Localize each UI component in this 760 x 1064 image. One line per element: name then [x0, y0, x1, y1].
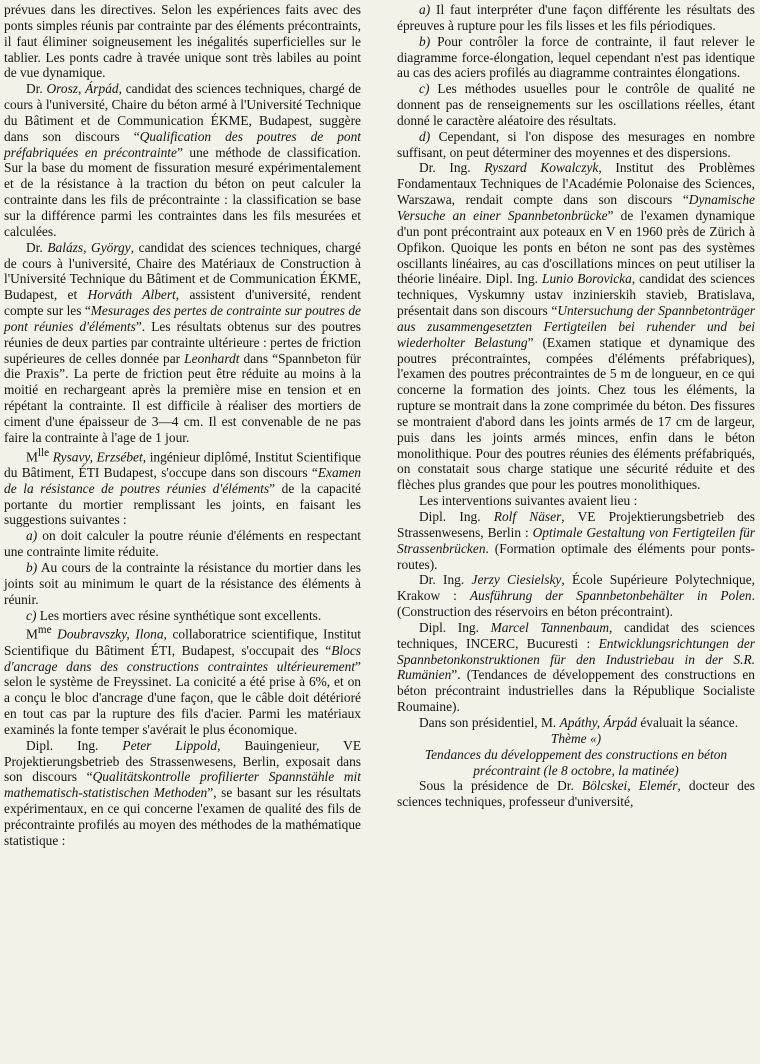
- text-run: M: [26, 626, 38, 642]
- text-run: Sous la présidence de Dr.: [419, 778, 582, 794]
- paragraph: [4, 2, 361, 81]
- text-run: , École Supérieure Polytechnique, Krakow :: [397, 572, 755, 604]
- italic-run: Leonhardt: [184, 350, 240, 366]
- paragraph: [397, 34, 755, 82]
- italic-run: Dynamische Versuche an einer Spannbetonbrücke: [397, 192, 755, 223]
- italic-run: b): [419, 33, 431, 49]
- italic-run: c): [419, 81, 430, 97]
- paragraph: [397, 778, 755, 810]
- paragraph: [397, 81, 755, 129]
- italic-run: Rolf Näser: [493, 509, 562, 524]
- italic-run: Qualification des poutres de pont préfabriquées en précontrainte: [4, 128, 362, 160]
- italic-run: Peter Lippold: [122, 737, 218, 753]
- text-run: ”. Les résultats obtenus sur des poutres réunies de deux parties par contrainte ultérieure : pertes de friction supérieures de celles donnée par: [4, 318, 361, 366]
- italic-run: Jerzy Ciesielsky: [471, 572, 562, 588]
- italic-run: b): [26, 560, 38, 575]
- paragraph: [4, 528, 361, 560]
- paragraph: [397, 2, 755, 34]
- italic-run: Ryszard Kowalczyk: [484, 160, 599, 176]
- superscript-run: me: [37, 624, 52, 637]
- italic-run: Mesurages des pertes de contrainte sur poutres de pont réunies d'éléments: [4, 303, 361, 334]
- italic-run: Thème «): [550, 730, 602, 746]
- italic-run: Blocs d'ancrage dans des constructions contraintes ultérieurement: [4, 642, 361, 674]
- text-run: évaluait la séance.: [636, 714, 739, 730]
- text-run: (le 8 octobre, la matinée): [540, 762, 679, 778]
- text-run: , ingénieur diplômé, Institut Scientifique du Bâtiment, ÉTI Budapest, s'occupe dans son discours “: [4, 449, 362, 480]
- text-run: ” de l'examen dynamique d'un pont précontraint aux poteaux en V en 1960 près de Zürich à Opfikon. Quoique les ponts en béton ne sont pas des systèmes oscillants linéaires, au cas d'oscillations minces on peut utiliser la théorie linéaire. Dipl. Ing.: [397, 207, 755, 287]
- paragraph: [397, 160, 755, 493]
- italic-run: Horváth Albert: [87, 287, 176, 303]
- italic-run: Tendances du développement des constructions en béton précontraint: [424, 746, 728, 778]
- text-run: ”. (Tendances de développement des constructions en béton précontraint industrielles dans la République Socialiste Roumaine).: [397, 667, 755, 715]
- text-run: Les mortiers avec résine synthétique sont excellents.: [36, 607, 322, 623]
- text-run: ” une méthode de classification. Sur la base du moment de fissuration mesuré expérimentalement et de la résistance à la traction du béton on peut calculer la contrainte dans les fils de précontrainte : la classification se base sur la différence parmi les contraintes dans les fils mesurées et calculées.: [4, 144, 361, 239]
- paragraph: [4, 623, 361, 737]
- text-run: , docteur des sciences techniques, professeur d'université,: [397, 778, 756, 810]
- italic-run: Entwicklungsrichtungen der Spannbetonkonstruktionen für den Industriebau in der S.R. Rumänien: [397, 635, 755, 683]
- italic-run: Rysavy, Erzsébet: [52, 449, 143, 465]
- italic-run: Ausführung der Spannbetonbehälter in Polen: [469, 588, 752, 604]
- text-run: . (Formation optimale des éléments pour ponts-routes).: [397, 540, 755, 572]
- italic-run: d): [419, 128, 431, 144]
- italic-run: Qualitätskontrolle profilierter Spannstähle mit mathematisch-statistischen Methoden: [4, 769, 361, 801]
- paragraph: [4, 240, 361, 446]
- right-column: [397, 2, 755, 810]
- text-run: dans “Spannbeton für die Praxis”. La perte de friction peut être réduite au moins à la moitié en rechargeant après la première mise en tension et en répétant la contrainte. Il est difficile à réaliser des mortiers de ciment d'une épaisseur de 3—4 cm. Il est convenable de ne pas faire la contrainte à l'age de 1 jour.: [4, 350, 361, 445]
- italic-run: Lunio Borovicka: [542, 271, 632, 287]
- section-heading: [397, 731, 755, 747]
- text-run: , candidat des sciences techniques, INCERC, Bucuresti :: [397, 619, 756, 651]
- text-run: Dipl. Ing.: [419, 619, 491, 635]
- text-run: , VE Projektierungsbetrieb des Strassenwesens, Berlin :: [397, 509, 755, 540]
- paragraph: [4, 608, 361, 624]
- text-run: ” selon le système de Freyssinet. La conicité a été prise à 6%, et on a conçu le bloc d'ancrage d'une façon, que le câble doit détérioré en tout cas par la rupture des fils d'acier. Parmi les matériaux examinés la fonte temper s'avérait le plus économique.: [4, 658, 361, 737]
- text-run: Les méthodes usuelles pour le contrôle de qualité ne donnent pas de renseignements sur les oscillations réelles, étant donné le caractère aléatoire des résultats.: [397, 81, 755, 128]
- text-run: Dr.: [26, 81, 47, 97]
- paragraph: [397, 129, 755, 161]
- paragraph: [397, 715, 755, 731]
- paragraph: [397, 620, 755, 715]
- text-run: ” de la capacité portante du mortier remplissant les joints, en faisant les suggestions suivantes :: [4, 480, 361, 528]
- text-run: , Institut des Problèmes Fondamentaux Techniques de l'Académie Polonaise des Sciences, Warszawa, rendait compte dans son discours “: [397, 160, 756, 208]
- italic-run: Marcel Tannenbaum: [490, 619, 610, 635]
- paragraph: [397, 493, 755, 509]
- italic-run: a): [26, 528, 38, 544]
- text-run: ” (Examen statique et dynamique des poutres précontraintes, compées d'éléments préfabriques), l'examen des poutres précontraintes de 5 m de longueur, en ce qui concerne la formation des joints. Chez tous les éléments, la rupture se montrait dans la zone comprimée du béton. Des fissures se montraient d'abord dans les joints armés de 17 cm de largeur, puis dans les joints armés minces, enfin dans le béton monolithique. Pour des poutres réunies des éléments préfabriqués, on constatait sous charge statique une sécurité réduite et des flèches plus grandes que pour les poutres monolithiques.: [397, 334, 755, 493]
- italic-run: Apáthy, Árpád: [559, 714, 637, 730]
- text-run: Pour contrôler la force de contrainte, il faut relever le diagramme force-élongation, lequel cependant n'est pas identique au cas des aciers profilés au diagramme contraintes élongations.: [397, 33, 755, 81]
- text-run: Dipl. Ing.: [419, 509, 494, 524]
- left-column: [4, 2, 361, 849]
- italic-run: Bölcskei, Elemér: [581, 778, 678, 794]
- paragraph: [397, 572, 755, 620]
- italic-run: a): [419, 2, 431, 17]
- paragraph: [4, 560, 361, 608]
- text-run: , collaboratrice scientifique, Institut Scientifique du Bâtiment ÉTI, Budapest, s'occupait des “: [4, 626, 361, 658]
- italic-run: Orosz, Árpád: [46, 81, 119, 97]
- paragraph: [4, 738, 361, 849]
- text-run: Dr. Ing.: [419, 160, 485, 176]
- text-run: , candidat des sciences techniques, chargé de cours à l'université, Chaire des Matériaux de Construction à l'Université Technique du Bâtiment et de Communication ÉKME, Budapest, et: [4, 239, 361, 303]
- text-run: Dipl. Ing.: [26, 737, 123, 753]
- text-run: Au cours de la contrainte la résistance du mortier dans les joints soit au minimum le quart de la résistance des éléments à réunir.: [4, 560, 361, 607]
- paragraph: [4, 446, 361, 529]
- italic-run: Untersuchung der Spannbetonträger aus zusammengesetzten Fertigteilen bei ruhender und bei wiederholter Belastung: [397, 303, 755, 350]
- text-run: , candidat des sciences techniques, chargé de cours à l'université, Chaire du béton armé à l'Université Technique du Bâtiment et de Communication ÉKME, Budapest, suggère dans son discours “: [4, 81, 361, 144]
- italic-run: Optimale Gestaltung von Fertigteilen für Strassenbrücken: [397, 524, 755, 556]
- text-run: M: [26, 449, 38, 465]
- superscript-run: lle: [37, 446, 50, 459]
- text-run: Dr.: [26, 239, 48, 255]
- paragraph: [4, 81, 361, 239]
- text-run: , assistent d'université, rendent compte sur les “: [4, 287, 361, 319]
- text-run: , candidat des sciences techniques, Vyskumny ustav inzinierskih stavieb, Bratislava, présentait dans son discours “: [397, 271, 755, 319]
- italic-run: Balázs, György: [47, 239, 131, 255]
- text-run: Il faut interpréter d'une façon différente les résultats des épreuves à rupture pour les fils lisses et les fils périodiques.: [397, 2, 755, 33]
- paragraph: [397, 509, 755, 572]
- text-run: , Bauingenieur, VE Projektierungsbetrieb des Strassenwesens, Berlin, exposait dans son discours “: [4, 737, 362, 785]
- italic-run: c): [26, 607, 37, 623]
- text-run: ”, se basant sur les résultats expérimentaux, en ce qui concerne l'examen de qualité des fils de précontrainte profilés au moyen des méthodes de la mathématique statistique :: [4, 785, 361, 848]
- text-run: . (Construction des réservoirs en béton précontraint).: [397, 588, 755, 620]
- italic-run: Examen de la résistance de poutres réunies d'éléments: [4, 464, 361, 496]
- text-run: prévues dans les directives. Selon les expériences faits avec des ponts simples réunis par contrainte par des éléments précontraints, il faut éliminer soigneusement les inégalités superficielles sur le tablier. Les ponts cadre à travée unique sont très labiles au point de vue dynamique.: [4, 2, 361, 81]
- italic-run: Doubravszky, Ilona: [57, 626, 164, 642]
- text-run: on doit calculer la poutre réunie d'éléments en respectant une contrainte limite réduite.: [4, 528, 361, 560]
- text-run: Dans son présidentiel, M.: [419, 714, 560, 730]
- section-heading: [397, 747, 755, 779]
- text-run: Les interventions suivantes avaient lieu :: [419, 493, 638, 509]
- text-run: Cependant, si l'on dispose des mesurages en nombre suffisant, on peut déterminer des moyennes et des dispersions.: [397, 128, 755, 160]
- text-run: Dr. Ing.: [419, 572, 472, 588]
